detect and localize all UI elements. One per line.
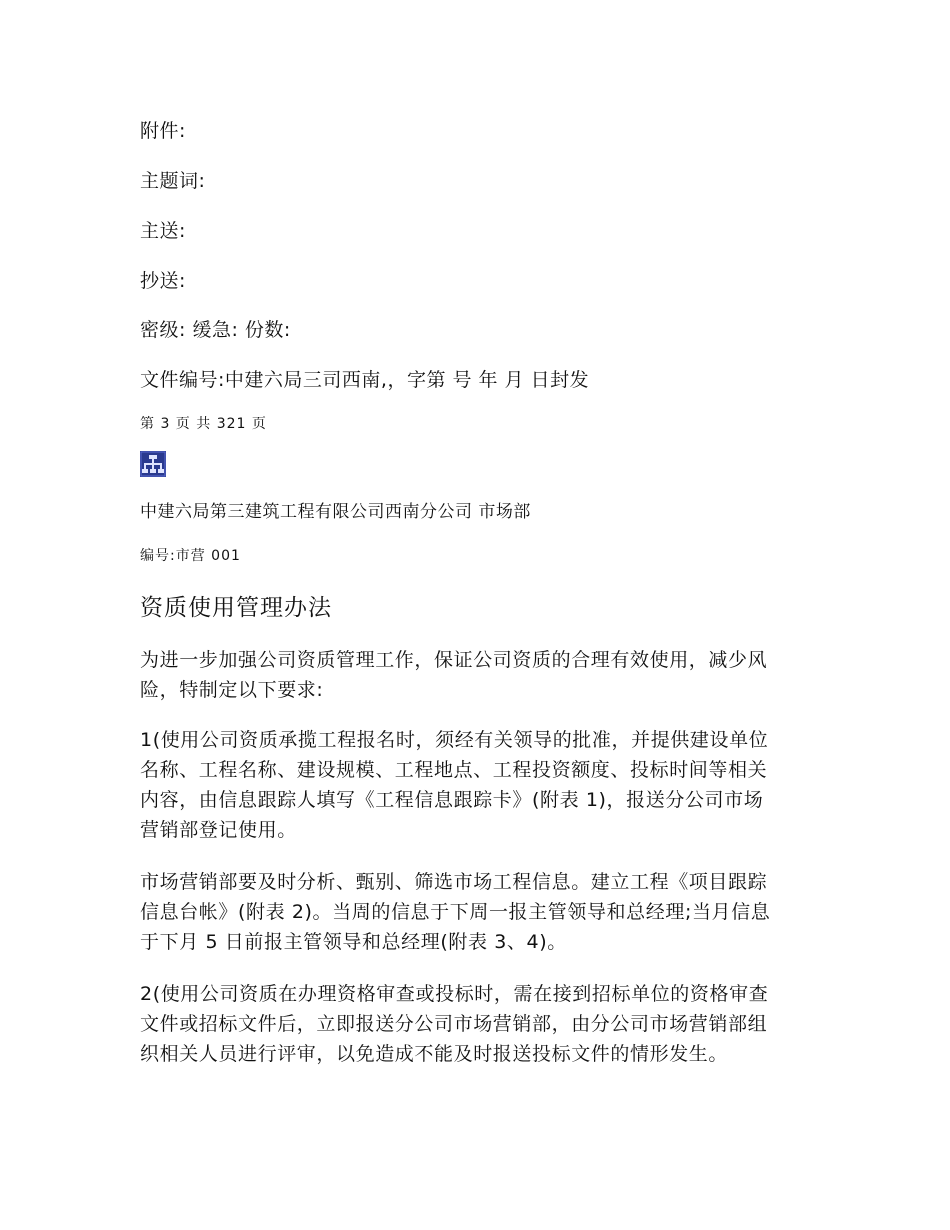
paragraph-line: 名称、工程名称、建设规模、工程地点、工程投资额度、投标时间等相关	[140, 759, 768, 781]
paragraph-line: 营销部登记使用。	[140, 819, 297, 841]
classification-field: 密级: 缓急: 份数:	[140, 319, 291, 341]
page-info: 第 3 页 共 321 页	[140, 416, 267, 432]
paragraph-intro	[140, 645, 820, 705]
cc-field: 抄送:	[140, 270, 186, 292]
company-line: 中建六局第三建筑工程有限公司西南分公司 市场部	[140, 502, 531, 522]
doc-code: 编号:市营 001	[140, 548, 241, 564]
attachment-field: 附件:	[140, 120, 186, 142]
paragraph-line: 信息台帐》(附表 2)。当周的信息于下周一报主管领导和总经理;当月信息	[140, 901, 771, 923]
paragraph-item-2	[140, 979, 820, 1069]
keywords-field: 主题词:	[140, 170, 206, 192]
paragraph-line: 2(使用公司资质在办理资格审查或投标时，需在接到招标单位的资格审查	[140, 983, 769, 1005]
paragraph-line: 内容，由信息跟踪人填写《工程信息跟踪卡》(附表 1)，报送分公司市场	[140, 789, 764, 811]
send-to-field: 主送:	[140, 220, 186, 242]
paragraph-line: 于下月 5 日前报主管领导和总经理(附表 3、4)。	[140, 931, 567, 953]
paragraph-market-analysis	[140, 867, 820, 957]
page-title: 资质使用管理办法	[140, 595, 332, 621]
paragraph-line: 1(使用公司资质承揽工程报名时，须经有关领导的批准，并提供建设单位	[140, 729, 769, 751]
company-logo-icon	[140, 451, 166, 477]
paragraph-line: 险，特制定以下要求:	[140, 679, 324, 701]
paragraph-line: 文件或招标文件后，立即报送分公司市场营销部，由分公司市场营销部组	[140, 1013, 768, 1035]
paragraph-line: 市场营销部要及时分析、甄别、筛选市场工程信息。建立工程《项目跟踪	[140, 871, 768, 893]
paragraph-line: 为进一步加强公司资质管理工作，保证公司资质的合理有效使用，减少风	[140, 649, 768, 671]
paragraph-line: 织相关人员进行评审，以免造成不能及时报送投标文件的情形发生。	[140, 1043, 729, 1065]
paragraph-item-1	[140, 725, 820, 845]
doc-number-field: 文件编号:中建六局三司西南,，字第 号 年 月 日封发	[140, 369, 590, 391]
